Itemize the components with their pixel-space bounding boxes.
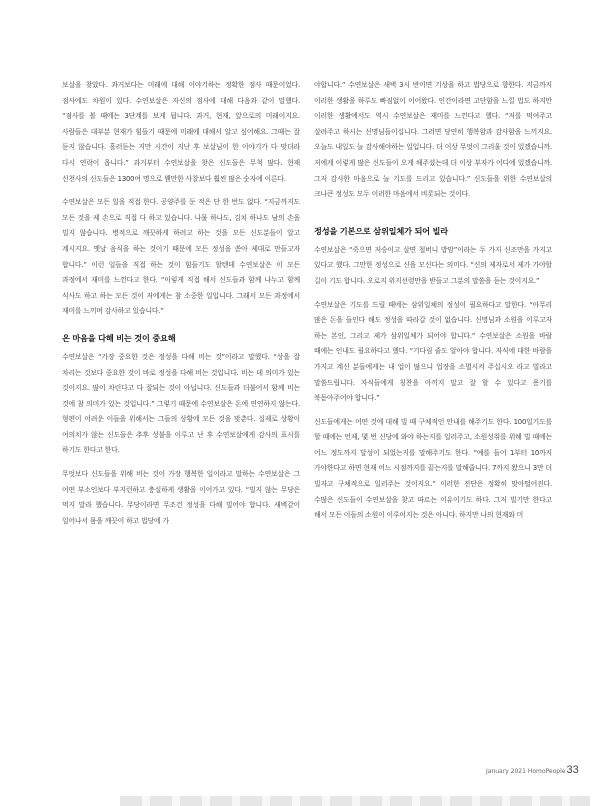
body-paragraph: 수연보살은 “죽으면 저승이고 살면 철버니 밥맘”이라는 두 가지 신조만을 가지고 있다고 했다. 그만한 정성으로 신을 모신다는 의미다. “신의 제자로서 제가 가야할 길이 기도 합니다. 오로지 위지선령만을 받들고 그분의 말씀을 듣는 것이지요.” [314, 245, 552, 285]
body-paragraph: 무엇보다 신도들을 위해 비는 것이 가장 행복한 일이라고 말하는 수연보살은 그 어떤 부소인보다 부지런하고 충실하게 생활을 이어가고 있다. “빌지 않는 무당은 먹지 말라 했습니다. 무당이라면 무조건 정성을 다해 빌어야 합니다. 새벽같이 일어나서 몸을 깨끗이 하고 법당에 가 [62, 470, 300, 525]
body-paragraph: 보살을 찾았다. 과거보다는 미래에 대해 이야기하는 정확한 점사 때문이었다. 점사에도 차원이 있다. 수연보살은 자신의 점사에 대해 다음과 같이 말했다. “점사를 볼 때에는 3단계를 보게 됩니다. 과거, 현재, 앞으로의 미래이지요. 사람들은 대부분 현재가 힘들기 때문에 미래에 대해서 알고 싶어해요. 그때는 잘 듣지 않습니다. 흘러듣는 지만 시간이 지난 후 보살님이 한 이야기가 다 맞더라 다시 연락이 옵니다.” 과거부터 수연보살을 찾은 신도들은 무척 많다. 현재 신천사의 신도들은 1300여 명으로 웬만한 사찰보다 훨씬 많은 숫자에 이른다. [62, 81, 300, 183]
section-heading: 정성을 기본으로 삼위일체가 되어 빌라 [314, 225, 448, 236]
left-column [62, 78, 300, 537]
body-paragraph: 수연보살은 “가장 중요한 것은 정성을 다해 비는 것”이라고 말했다. “상을 잘 차리는 것보다 중요한 것이 바로 정성을 다해 비는 것입니다. 비는 데 의미가 있는 것이지요. 많이 차린다고 다 잘되는 것이 아닙니다. 신도들과 더불어서 함께 비는 것에 참 의미가 있는 것입니다.” 그렇기 때문에 수연보살은 돈에 연연하지 않는다. 형편이 어려운 이들을 위해서는 그들의 상황에 모든 것을 맞춘다. 실제로 상황이 여의치가 않는 신도들은 추후 성불을 이루고 난 후 수연보살에게 감사의 표시를 하기도 한다고 한다. [62, 352, 300, 455]
body-paragraph: 신도들에게는 어떤 것에 대해 빌 때 구체적인 안내를 해주기도 한다. 100일기도를 할 때에는 언제, 몇 번 신당에 와야 하는지를 일러주고, 소원성취를 위해 빌 때에는 어느 정도까지 달성이 되었는지를 말해주기도 한다. “예를 들어 1부터 10까지 가야한다고 하면 현재 어느 시점까지를 끝는지를 말해줍니다. 7까지 왔으니 3만 더 빌자고 구체적으로 일러주는 것이지요.” 이러한 진단은 정확히 맞아떨어진다. 수많은 신도들이 수연보살을 찾고 따르는 이유이기도 하다. 그저 빌기만 한다고 해서 모든 이들의 소원이 이루어지는 것은 아니다. 하지만 나의 현재와 미 [314, 417, 552, 520]
body-paragraph: 수연보살은 기도를 드릴 때에는 삼위일체의 정성이 필요하다고 말한다. “아무리 많은 돈을 들인다 해도 정성을 따라갈 것이 없습니다. 신명님과 소원을 이루고자 하는 본인, 그리고 제가 삼위일체가 되어야 합니다.” 수연보살은 소원을 바랄 때에는 인내도 필요하다고 했다. “기다림 줄도 알아야 합니다. 자식에 대한 바람을 가지고 계신 분들에게는 내 업이 많으니 업장을 소멸시켜 주십시오 라고 빌라고 말씀드립니다. 자식들에게 칭찬을 아끼지 말고 잘 할 수 있다고 용기를 북돋아주어야 합니다.” [314, 300, 552, 403]
issue-label: January 2021 HomoPeople [486, 768, 566, 775]
page-number: 33 [566, 764, 579, 776]
page-footer [486, 764, 579, 776]
section-heading: 온 마음을 다해 비는 것이 중요해 [62, 332, 176, 343]
right-column [314, 78, 552, 532]
bottom-strip-decoration [120, 796, 590, 806]
body-paragraph: 수연보살은 모든 일을 직접 한다. 공양주를 둔 적은 단 한 번도 없다. “지금까지도 모든 것을 제 손으로 직접 다 하고 있습니다. 나물 하나도, 김치 하나도 남의 손을 빌지 않습니다. 병적으로 깨끗하게 하려고 하는 것을 모든 신도분들이 알고 계시지요. 옛날 음식을 하는 것이기 때문에 모든 정성을 쏟아 제대로 만들고자 합니다.” 이런 일들을 직접 하는 것이 힘들기도 할텐데 수연보살은 이 모든 과정에서 재미를 느낀다고 한다. “이렇게 직접 해서 신도들과 함께 나누고 함께 식사도 하고 하는 모든 것이 저에게는 참 소중한 일입니다. 그래서 모든 과정에서 재미를 느끼며 감사하고 있습니다.” [62, 198, 300, 316]
body-paragraph: 야합니다.” 수연보살은 새벽 3시 반이면 기상을 하고 법당으로 향한다. 지금까지 이러한 생활을 하루도 빠짐없이 이어왔다. 인간이라면 고단함을 느낄 법도 하지만 이러한 생활에서도 역시 수연보살은 재미를 느낀다고 했다. “저를 먹여주고 살려주고 하시는 신명님들이십니다. 그러면 당연히 행복함과 감사함을 느끼지요. 오늘도 내일도 늘 감사해야하는 일입니다. 더 이상 무엇이 그리울 것이 있겠습니까. 저에게 이렇게 많은 신도들이 오게 해주셨는데 더 이상 부자가 어디에 있겠습니까. 그저 감사한 마음으로 늘 기도를 드리고 있습니다.” 신도들을 위한 수연보살의 크나큰 정성도 모두 이러한 마음에서 비롯되는 것이다. [314, 81, 552, 199]
